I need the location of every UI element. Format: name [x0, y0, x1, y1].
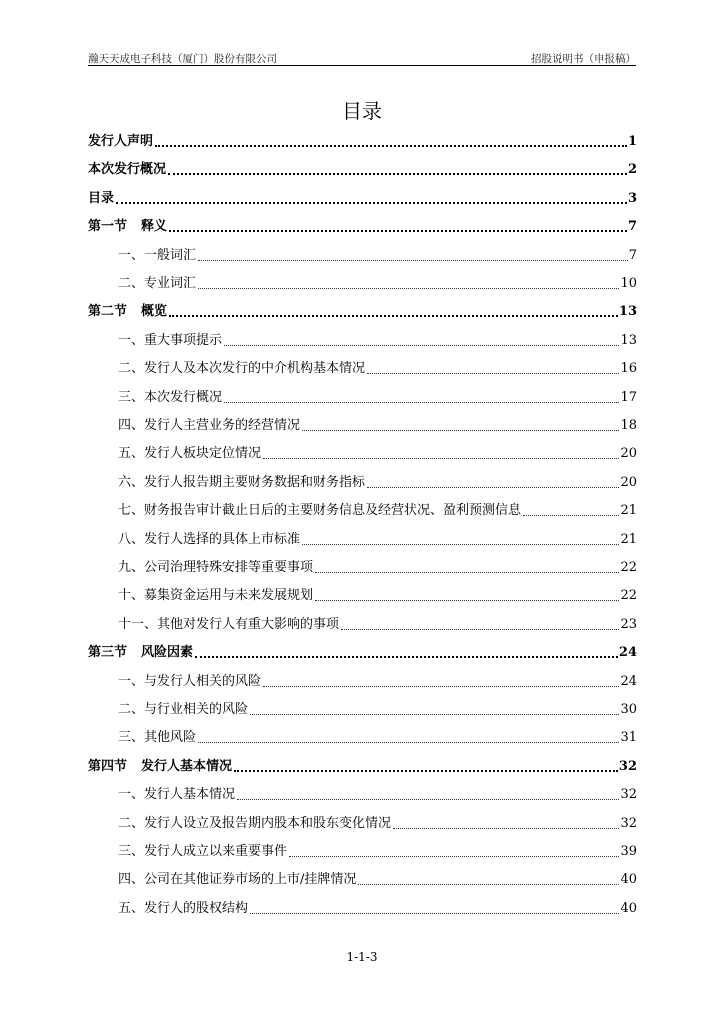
toc-entry[interactable] [88, 244, 637, 264]
toc-page-number: 2 [627, 162, 637, 178]
toc-page-number: 7 [628, 247, 637, 263]
toc-entry-label: 七、财务报告审计截止日后的主要财务信息及经营状况、盈利预测信息 [118, 503, 522, 519]
toc-dot-leader [169, 315, 618, 317]
toc-entry-label: 十、募集资金运用与未来发展规划 [118, 588, 314, 604]
toc-page-number: 10 [620, 276, 637, 291]
toc-page-number: 24 [618, 645, 637, 661]
toc-page-number: 17 [620, 389, 637, 405]
toc-entry[interactable] [88, 386, 637, 406]
toc-page-number: 24 [620, 673, 637, 689]
toc-page-number: 32 [618, 758, 637, 774]
toc-entry[interactable] [88, 670, 637, 690]
toc-page-number: 30 [620, 702, 637, 717]
toc-entry[interactable] [88, 158, 637, 178]
toc-dot-leader [250, 714, 619, 715]
toc-page-number: 13 [618, 304, 637, 320]
toc-entry-label: 三、发行人成立以来重要事件 [118, 844, 288, 859]
toc-page-number: 22 [620, 560, 637, 575]
toc-section-number: 第二节 [88, 304, 128, 320]
toc-entry[interactable] [88, 726, 637, 746]
toc-entry[interactable] [88, 130, 637, 150]
toc-entry[interactable] [88, 897, 637, 917]
header-document-type: 招股说明书（申报稿） [531, 53, 636, 65]
toc-dot-leader [224, 402, 619, 403]
toc-dot-leader [155, 145, 627, 147]
toc-dot-leader [234, 770, 618, 772]
toc-entry[interactable] [88, 783, 637, 803]
toc-entry[interactable] [88, 613, 637, 633]
toc-entry-label: 五、发行人板块定位情况 [118, 446, 262, 462]
toc-entry[interactable] [88, 755, 637, 775]
toc-entry-label: 六、发行人报告期主要财务数据和财务指标 [118, 474, 366, 490]
toc-entry-label: 三、本次发行概况 [118, 389, 223, 405]
toc-dot-leader [198, 288, 619, 289]
toc-entry-label: 一、与发行人相关的风险 [118, 673, 262, 689]
page-number: 1-1-3 [346, 950, 378, 964]
header-company-name: 瀚天天成电子科技（厦门）股份有限公司 [88, 53, 277, 65]
toc-entry-label: 八、发行人选择的具体上市标准 [118, 531, 301, 547]
toc-page-number: 1 [627, 134, 637, 149]
toc-entry[interactable] [88, 584, 637, 604]
toc-dot-leader [315, 600, 619, 601]
toc-dot-leader [302, 544, 619, 545]
toc-dot-leader [195, 656, 618, 658]
toc-entry[interactable] [88, 840, 637, 860]
toc-entry-label: 十一、其他对发行人有重大影响的事项 [118, 616, 340, 632]
toc-entry[interactable] [88, 442, 637, 462]
toc-entry-label: 目录 [88, 190, 115, 206]
toc-dot-leader [263, 458, 619, 459]
toc-page-number: 40 [620, 872, 637, 888]
toc-page-number: 39 [620, 844, 637, 859]
toc-page-number: 3 [627, 190, 637, 206]
toc-entry[interactable] [88, 812, 637, 832]
toc-dot-leader [393, 828, 619, 829]
toc-page-number: 13 [620, 332, 637, 348]
toc-entry-label: 三、其他风险 [118, 730, 197, 746]
toc-dot-leader [302, 430, 619, 431]
toc-page-number: 7 [627, 219, 637, 235]
toc-dot-leader [263, 686, 619, 687]
toc-entry-label: 二、专业词汇 [118, 276, 197, 291]
toc-entry[interactable] [88, 272, 637, 292]
toc-entry[interactable] [88, 499, 637, 519]
toc-dot-leader [168, 173, 627, 175]
toc-dot-leader [224, 345, 619, 346]
toc-entry[interactable] [88, 414, 637, 434]
toc-section-number: 第四节 [88, 758, 128, 774]
toc-entry-label: 九、公司治理特殊安排等重要事项 [118, 560, 314, 575]
toc-dot-leader [315, 572, 619, 573]
toc-dot-leader [289, 856, 619, 857]
toc-entry[interactable] [88, 698, 637, 718]
toc-entry-label: 发行人声明 [88, 134, 154, 149]
toc-entry-label: 释义 [141, 219, 168, 235]
toc-entry[interactable] [88, 868, 637, 888]
toc-dot-leader [367, 373, 619, 374]
toc-page-number: 32 [620, 787, 637, 803]
toc-page-number: 18 [620, 418, 637, 433]
toc-dot-leader [250, 913, 619, 914]
toc-entry-label: 二、与行业相关的风险 [118, 702, 249, 717]
toc-dot-leader [341, 629, 619, 630]
toc-entry-label: 概览 [141, 304, 168, 320]
toc-entry[interactable] [88, 329, 637, 349]
toc-dot-leader [367, 487, 619, 488]
toc-page-number: 16 [620, 361, 637, 377]
toc-page-number: 21 [620, 503, 637, 519]
toc-entry-label: 一、发行人基本情况 [118, 787, 236, 803]
toc-entry-label: 发行人基本情况 [141, 758, 233, 774]
toc-entry-label: 一、重大事项提示 [118, 332, 223, 348]
toc-dot-leader [523, 515, 619, 516]
toc-entry[interactable] [88, 357, 637, 377]
toc-entry[interactable] [88, 641, 637, 661]
toc-entry[interactable] [88, 556, 637, 576]
toc-page-number: 22 [620, 588, 637, 604]
toc-entry-label: 本次发行概况 [88, 162, 167, 178]
toc-section-number: 第一节 [88, 219, 128, 235]
toc-entry-label: 四、发行人主营业务的经营情况 [118, 418, 301, 433]
toc-entry[interactable] [88, 187, 637, 207]
toc-entry-label: 二、发行人设立及报告期内股本和股东变化情况 [118, 815, 392, 831]
toc-dot-leader [198, 260, 628, 261]
toc-section-number: 第三节 [88, 645, 128, 661]
toc-entry[interactable] [88, 300, 637, 320]
toc-entry-label: 一、一般词汇 [118, 247, 197, 263]
page-title: 目录 [342, 99, 382, 123]
toc-page-number: 20 [620, 474, 637, 490]
toc-dot-leader [169, 230, 627, 232]
toc-entry-label: 四、公司在其他证券市场的上市/挂牌情况 [118, 872, 357, 888]
toc-page-number: 20 [620, 446, 637, 462]
toc-entry[interactable] [88, 528, 637, 548]
toc-page-number: 23 [620, 616, 637, 632]
toc-entry-label: 风险因素 [141, 645, 194, 661]
toc-dot-leader [116, 202, 627, 204]
page-header [88, 47, 636, 66]
toc-page-number: 32 [620, 815, 637, 831]
toc-entry[interactable] [88, 471, 637, 491]
toc-page-number: 40 [620, 900, 637, 916]
toc-entry[interactable] [88, 215, 637, 235]
toc-dot-leader [237, 799, 619, 800]
toc-entry-label: 五、发行人的股权结构 [118, 900, 249, 916]
toc-page-number: 21 [620, 531, 637, 547]
toc-dot-leader [358, 884, 619, 885]
toc-dot-leader [198, 742, 619, 743]
toc-page-number: 31 [620, 730, 637, 746]
toc-entry-label: 二、发行人及本次发行的中介机构基本情况 [118, 361, 366, 377]
